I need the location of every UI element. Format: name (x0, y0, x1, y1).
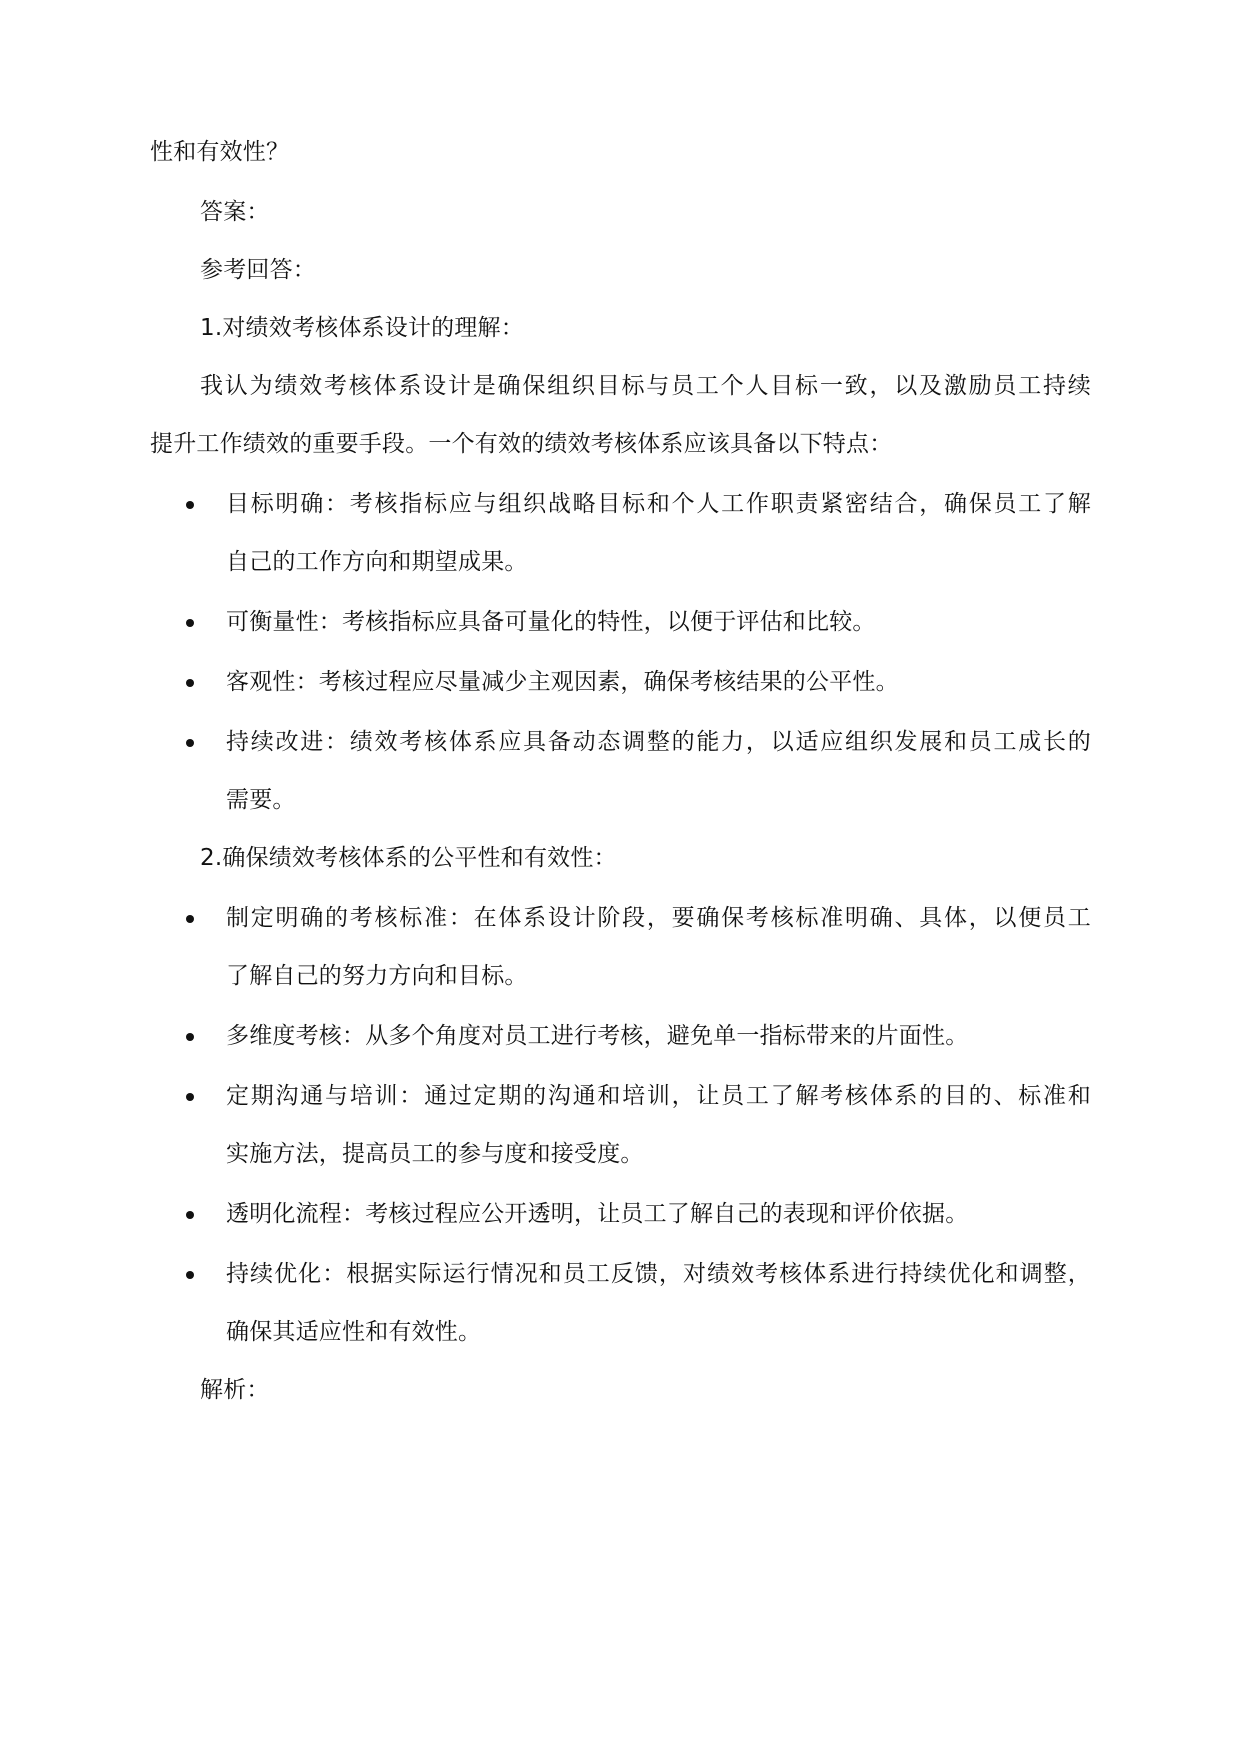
bullet-transparency: 透明化流程：考核过程应公开透明，让员工了解自己的表现和评价依据。 (226, 1201, 969, 1227)
bullet-goal-line-2: 自己的工作方向和期望成果。 (226, 549, 528, 575)
analysis-heading: 解析： (200, 1377, 270, 1403)
bullet-icon (186, 739, 194, 747)
bullet-communication-line-1: 定期沟通与培训：通过定期的沟通和培训，让员工了解考核体系的目的、标准和 (226, 1083, 1091, 1109)
reference-answer-heading: 参考回答： (200, 257, 316, 283)
intro-paragraph-line-2: 提升工作绩效的重要手段。一个有效的绩效考核体系应该具备以下特点： (150, 431, 893, 457)
bullet-icon (186, 619, 194, 627)
bullet-icon (186, 1093, 194, 1101)
bullet-optimization-line-1: 持续优化：根据实际运行情况和员工反馈，对绩效考核体系进行持续优化和调整， (226, 1261, 1091, 1287)
intro-paragraph-line-1: 我认为绩效考核体系设计是确保组织目标与员工个人目标一致，以及激励员工持续 (200, 373, 1091, 399)
bullet-icon (186, 1033, 194, 1041)
bullet-icon (186, 679, 194, 687)
bullet-communication-line-2: 实施方法，提高员工的参与度和接受度。 (226, 1141, 644, 1167)
bullet-icon (186, 1211, 194, 1219)
bullet-icon (186, 501, 194, 509)
section-1-heading: 1.对绩效考核体系设计的理解： (200, 315, 524, 341)
bullet-icon (186, 1271, 194, 1279)
section-2-heading: 2.确保绩效考核体系的公平性和有效性： (200, 845, 617, 871)
bullet-improvement-line-2: 需要。 (226, 787, 296, 813)
bullet-standards-line-1: 制定明确的考核标准：在体系设计阶段，要确保考核标准明确、具体，以便员工 (226, 905, 1091, 931)
bullet-standards-line-2: 了解自己的努力方向和目标。 (226, 963, 528, 989)
bullet-improvement-line-1: 持续改进：绩效考核体系应具备动态调整的能力，以适应组织发展和员工成长的 (226, 729, 1091, 755)
answer-heading: 答案： (200, 199, 270, 225)
bullet-objective: 客观性：考核过程应尽量减少主观因素，确保考核结果的公平性。 (226, 669, 899, 695)
bullet-optimization-line-2: 确保其适应性和有效性。 (226, 1319, 482, 1345)
bullet-multidimensional: 多维度考核：从多个角度对员工进行考核，避免单一指标带来的片面性。 (226, 1023, 969, 1049)
continued-question-line: 性和有效性？ (150, 139, 290, 165)
bullet-icon (186, 915, 194, 923)
bullet-measurable: 可衡量性：考核指标应具备可量化的特性，以便于评估和比较。 (226, 609, 876, 635)
bullet-goal-line-1: 目标明确：考核指标应与组织战略目标和个人工作职责紧密结合，确保员工了解 (226, 491, 1091, 517)
